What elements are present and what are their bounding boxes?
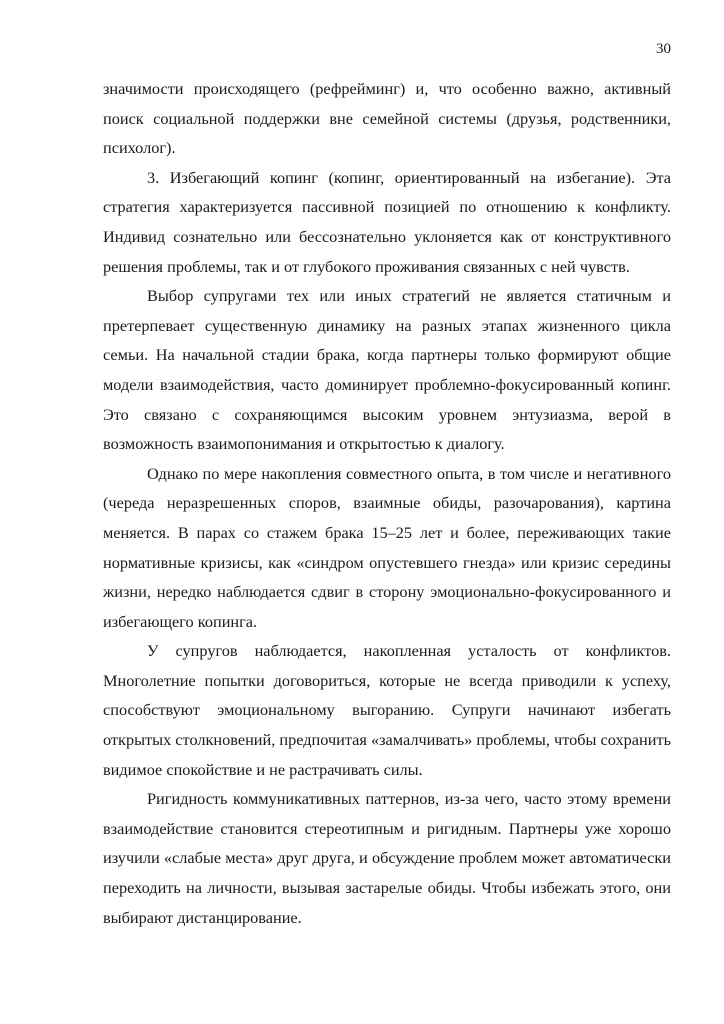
paragraph-strategy-dynamics: Выбор супругами тех или иных стратегий не является статичным и претерпевает существенную динамику на разных этапах жизненного цикла семьи. На начальной стадии брака, когда партнеры только формируют общие модели взаимодействия, часто доминирует проблемно-фокусированный копинг. Это связано с сохраняющимся высоким уровнем энтузиазма, верой в возможность взаимопонимания и открытостью к диалогу.	[103, 286, 671, 454]
document-body	[103, 74, 671, 932]
paragraph-negative-experience: Однако по мере накопления совместного опыта, в том числе и негативного (череда неразрешенных споров, взаимные обиды, разочарования), картина меняется. В парах со стажем брака 15–25 лет и более, переживающих такие нормативные кризисы, как «синдром опустевшего гнезда» или кризис середины жизни, нередко наблюдается сдвиг в сторону эмоционально-фокусированного и избегающего копинга.	[103, 463, 671, 631]
paragraph-rigid-patterns: Ригидность коммуникативных паттернов, из-за чего, часто этому времени взаимодействие становится стереотипным и ригидным. Партнеры уже хорошо изучили «слабые места» друг друга, и обсуждение проблем может автоматически переходить на личности, вызывая застарелые обиды. Чтобы избежать этого, они выбирают дистанцирование.	[103, 789, 671, 927]
paragraph-continuation: значимости происходящего (рефрейминг) и, что особенно важно, активный поиск социальной поддержки вне семейной системы (друзья, родственники, психолог).	[103, 79, 671, 158]
page-number: 30	[656, 41, 671, 57]
paragraph-avoidant-coping: 3. Избегающий копинг (копинг, ориентированный на избегание). Эта стратегия характеризуется пассивной позицией по отношению к конфликту. Индивид сознательно или бессознательно уклоняется как от конструктивного решения проблемы, так и от глубокого проживания связанных с ней чувств.	[103, 167, 671, 276]
paragraph-conflict-fatigue: У супругов наблюдается, накопленная усталость от конфликтов. Многолетние попытки договориться, которые не всегда приводили к успеху, способствуют эмоциональному выгоранию. Супруги начинают избегать открытых столкновений, предпочитая «замалчивать» проблемы, чтобы сохранить видимое спокойствие и не растрачивать силы.	[103, 641, 671, 779]
